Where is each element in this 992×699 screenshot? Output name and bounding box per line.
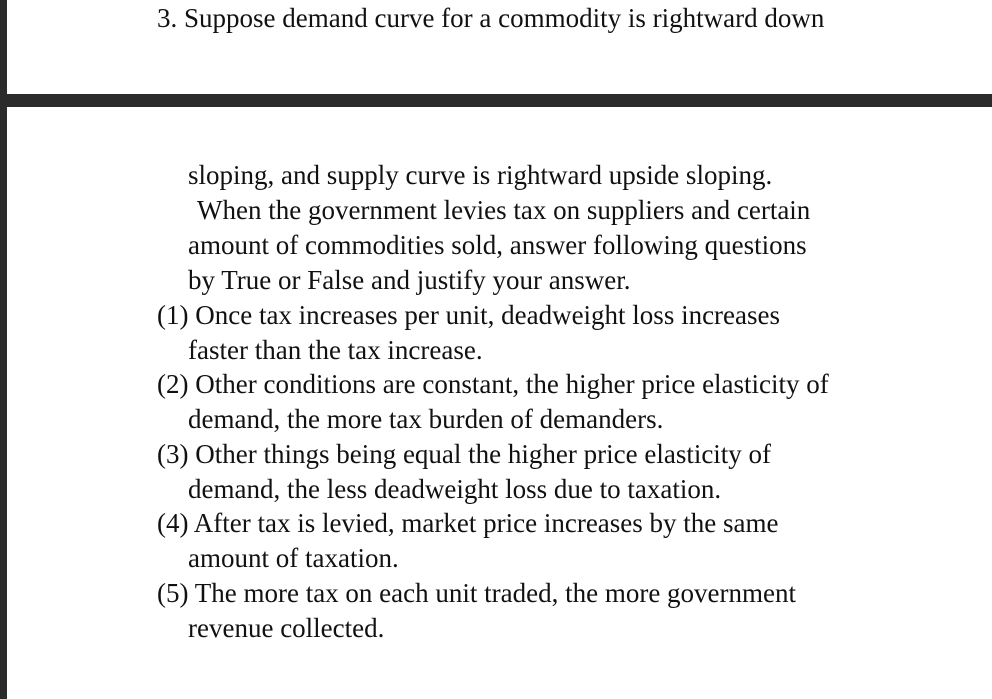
page-divider-bar <box>0 94 992 107</box>
item-2-line-2: demand, the more tax burden of demanders. <box>188 404 664 434</box>
intro-line-4: by True or False and justify your answer. <box>188 265 631 295</box>
item-3-line-2: demand, the less deadweight loss due to taxation. <box>188 474 722 504</box>
item-5-line-2: revenue collected. <box>188 613 385 643</box>
intro-line-2: When the government levies tax on suppliers and certain <box>197 195 811 225</box>
question-heading: 3. Suppose demand curve for a commodity is rightward down <box>157 3 825 33</box>
intro-line-1: sloping, and supply curve is rightward upside sloping. <box>188 160 773 190</box>
item-2-line-1: (2) Other conditions are constant, the higher price elasticity of <box>157 369 829 399</box>
item-4-line-2: amount of taxation. <box>188 543 399 573</box>
item-1-line-1: (1) Once tax increases per unit, deadweight loss increases <box>157 300 781 330</box>
item-3-line-1: (3) Other things being equal the higher price elasticity of <box>157 439 772 469</box>
item-5-line-1: (5) The more tax on each unit traded, the more government <box>157 578 797 608</box>
intro-line-3: amount of commodities sold, answer following questions <box>188 230 807 260</box>
item-4-line-1: (4) After tax is levied, market price increases by the same <box>157 508 779 538</box>
item-1-line-2: faster than the tax increase. <box>188 335 483 365</box>
